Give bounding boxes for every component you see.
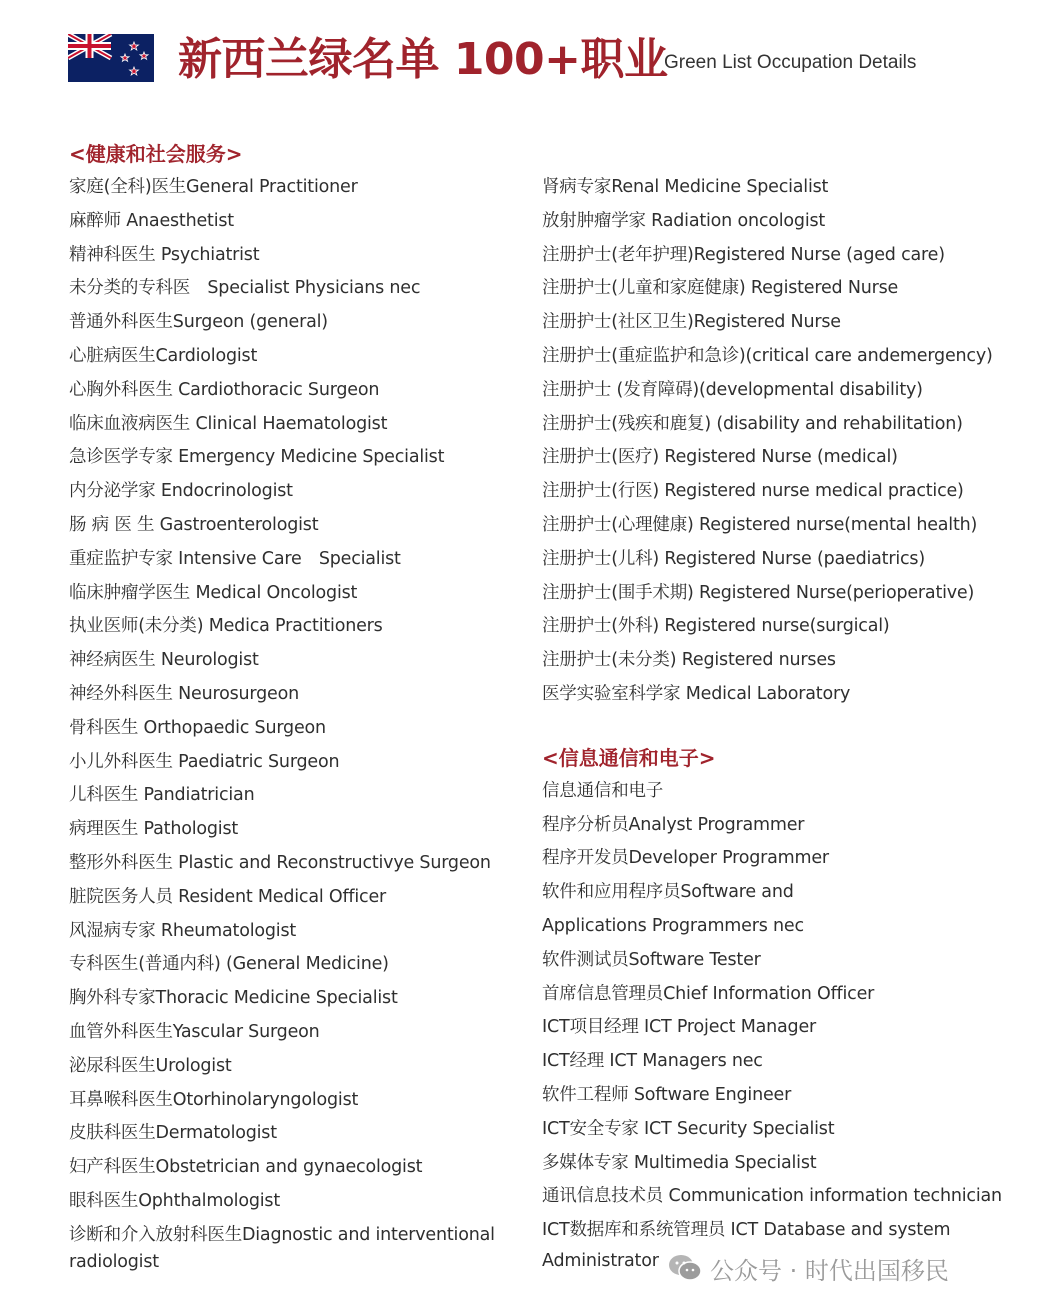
list-item: 专科医生(普通内科) (General Medicine): [69, 954, 389, 975]
list-item: 普通外科医生Surgeon (general): [69, 312, 328, 333]
list-item: 注册护士(社区卫生)Registered Nurse: [542, 312, 841, 333]
page-header: [68, 30, 1028, 94]
list-item: 整形外科医生 Plastic and Reconstructivye Surgeon: [69, 852, 491, 873]
list-item: 病理医生 Pathologist: [69, 819, 239, 840]
list-item: 骨科医生 Orthopaedic Surgeon: [69, 717, 326, 738]
list-item: Administrator: [542, 1250, 659, 1271]
list-item: 神经外科医生 Neurosurgeon: [69, 683, 299, 704]
list-item: 未分类的专科医 Specialist Physicians nec: [69, 278, 421, 299]
list-item: 信息通信和电子: [542, 780, 664, 801]
list-item: 注册护士(残疾和鹿复) (disability and rehabilitation): [542, 413, 963, 434]
page-subtitle: Green List Occupation Details: [664, 52, 917, 73]
list-item: 注册护士(儿童和家庭健康) Registered Nurse: [542, 278, 899, 299]
list-item: 临床血液病医生 Clinical Haematologist: [69, 413, 388, 434]
list-item: 妇产科医生Obstetrician and gynaecologist: [69, 1157, 423, 1178]
list-item: 放射肿瘤学家 Radiation oncologist: [542, 210, 826, 231]
list-item: 眼科医生Ophthalmologist: [69, 1190, 280, 1211]
list-item: 风湿病专家 Rheumatologist: [69, 920, 297, 941]
list-item: 耳鼻喉科医生Otorhinolaryngologist: [69, 1089, 359, 1110]
list-item: 多媒体专家 Multimedia Specialist: [542, 1152, 817, 1173]
list-item: 脏院医务人员 Resident Medical Officer: [69, 886, 387, 907]
list-item: 程序分析员Analyst Programmer: [542, 814, 805, 835]
list-item: 皮肤科医生Dermatologist: [69, 1123, 277, 1144]
page-title: 新西兰绿名单 100+职业: [178, 34, 668, 85]
list-item: 临床肿瘤学医生 Medical Oncologist: [69, 582, 358, 603]
wechat-icon: [668, 1254, 702, 1282]
list-item: 注册护士(未分类) Registered nurses: [542, 650, 836, 671]
left-column: [69, 138, 524, 1276]
list-item: 麻醉师 Anaesthetist: [69, 210, 234, 231]
right-column: [542, 138, 1032, 1275]
list-item: 注册护士(医疗) Registered Nurse (medical): [542, 447, 898, 468]
watermark-text: 公众号 · 时代出国移民: [710, 1256, 949, 1285]
list-item: 肾病专家Renal Medicine Specialist: [542, 177, 829, 197]
list-item: 软件测试员Software Tester: [542, 949, 761, 970]
list-item: 注册护士(老年护理)Registered Nurse (aged care): [542, 244, 945, 265]
new-zealand-flag-icon: [68, 34, 154, 82]
list-item: ICT安全专家 ICT Security Specialist: [542, 1118, 835, 1139]
list-item: 注册护士(儿科) Registered Nurse (paediatrics): [542, 548, 925, 569]
list-item: 心脏病医生Cardiologist: [69, 345, 258, 366]
list-item: 小儿外科医生 Paediatric Surgeon: [69, 751, 340, 772]
list-item: 首席信息管理员Chief Information Officer: [542, 983, 875, 1004]
list-item: ICT经理 ICT Managers nec: [542, 1051, 763, 1072]
list-item: 医学实验室科学家 Medical Laboratory: [542, 683, 851, 704]
list-item: ICT数据库和系统管理员 ICT Database and system: [542, 1220, 951, 1241]
list-item: Applications Programmers nec: [542, 915, 804, 936]
list-item: 泌尿科医生Urologist: [69, 1055, 232, 1076]
list-item: 注册护士 (发育障碍)(developmental disability): [542, 379, 923, 400]
list-item: 通讯信息技术员 Communication information technician: [542, 1186, 1002, 1207]
list-item: 诊断和介入放射科医生Diagnostic and interventional radiologist: [69, 1224, 495, 1272]
list-item: 注册护士(围手术期) Registered Nurse(perioperative): [542, 582, 975, 603]
column-spacer: [542, 138, 1032, 171]
section-title-health: <健康和社会服务>: [69, 142, 243, 166]
list-item: 注册护士(外科) Registered nurse(surgical): [542, 616, 890, 637]
list-item: 急诊医学专家 Emergency Medicine Specialist: [69, 447, 445, 468]
list-item: 内分泌学家 Endocrinologist: [69, 481, 293, 502]
list-item: 注册护士(行医) Registered nurse medical practice): [542, 481, 964, 502]
list-item: 神经病医生 Neurologist: [69, 650, 259, 671]
list-item: 胸外科专家Thoracic Medicine Specialist: [69, 988, 398, 1009]
section-gap: [542, 712, 1032, 742]
watermark: [668, 1248, 949, 1288]
list-item: 重症监护专家 Intensive Care Specialist: [69, 548, 401, 569]
list-item: 精神科医生 Psychiatrist: [69, 244, 260, 265]
health-occupation-list: [69, 171, 524, 1219]
list-item: 肠 病 医 生 Gastroenterologist: [69, 514, 319, 535]
section-title-ict: <信息通信和电子>: [542, 745, 716, 770]
health-occupation-list-continued: [542, 171, 1032, 712]
list-item: 注册护士(重症监护和急诊)(critical care andemergency): [542, 345, 993, 366]
list-item: 血管外科医生Yascular Surgeon: [69, 1021, 320, 1042]
list-item: 家庭(全科)医生General Practitioner: [69, 177, 358, 197]
list-item: 心胸外科医生 Cardiothoracic Surgeon: [69, 379, 380, 400]
list-item: 程序开发员Developer Programmer: [542, 848, 829, 869]
list-item: 软件工程师 Software Engineer: [542, 1084, 792, 1105]
ict-occupation-list: [542, 775, 1032, 1248]
list-item: 注册护士(心理健康) Registered nurse(mental health): [542, 514, 978, 535]
list-item: 儿科医生 Pandiatrician: [69, 785, 255, 806]
list-item: ICT项目经理 ICT Project Manager: [542, 1017, 817, 1038]
list-item: 执业医师(未分类) Medica Practitioners: [69, 616, 383, 637]
list-item: 软件和应用程序员Software and: [542, 882, 794, 903]
